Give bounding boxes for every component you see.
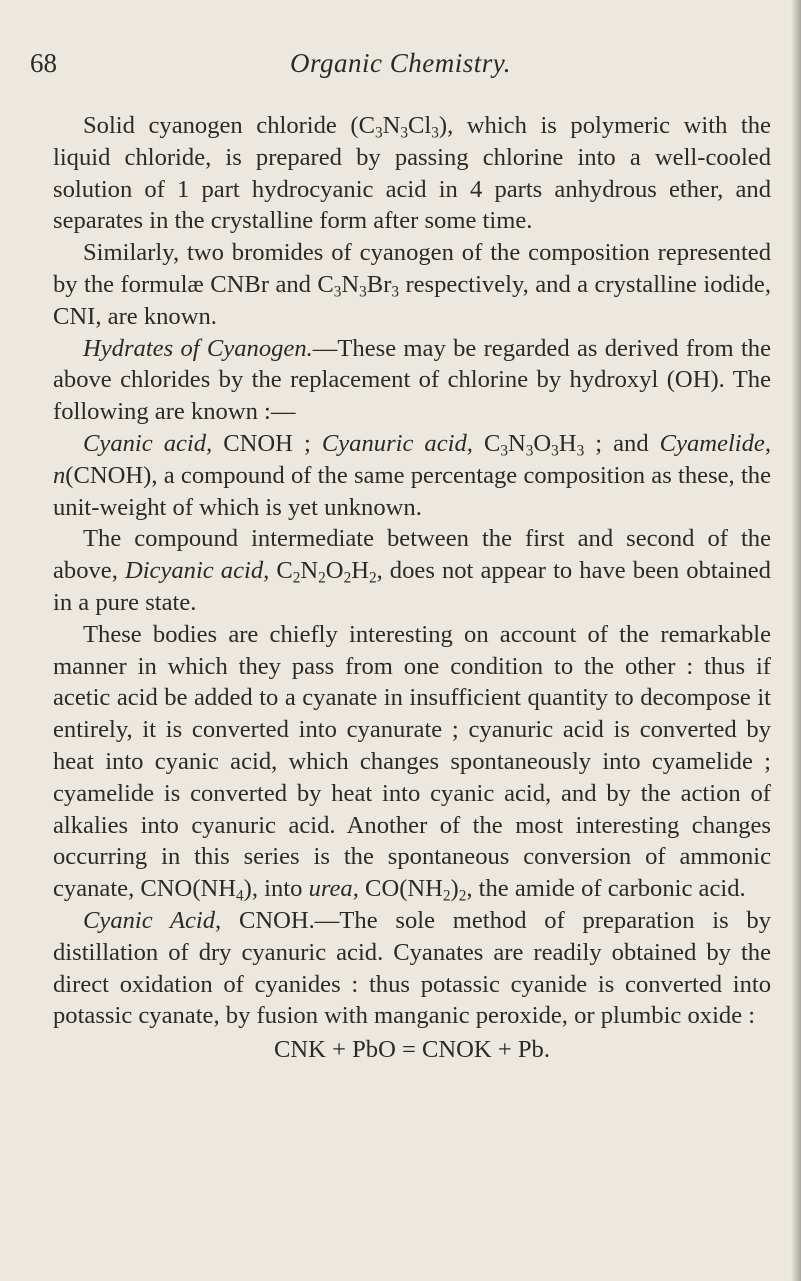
paragraph-known-hydrates xyxy=(53,428,771,523)
subscript: 2 xyxy=(343,569,352,587)
italic-term: Cyamelide, xyxy=(659,429,771,457)
italic-term: urea, xyxy=(308,875,359,903)
subscript: 3 xyxy=(551,442,559,460)
paragraph-cyanogen-chloride xyxy=(53,110,771,237)
subscript: 3 xyxy=(375,124,383,142)
text: Solid cyanogen chloride (C xyxy=(83,112,375,139)
text: N xyxy=(508,429,526,457)
italic-term: Dicyanic acid, xyxy=(124,557,270,585)
text: Br xyxy=(366,270,392,298)
subscript: 2 xyxy=(318,569,326,587)
chemical-equation: CNK + PbO = CNOK + Pb. xyxy=(274,1036,550,1064)
text: CO(NH xyxy=(358,875,443,903)
subscript: 2 xyxy=(292,569,301,587)
text: (CNOH), a compound of the same percentage composition as these, the unit-weight of which is yet unknown. xyxy=(53,461,771,521)
text: These bodies are chiefly interesting on account of the remarkable manner in which they pass from one condition to the other : thus if acetic acid be added to a cyanate in insufficient quantity to decompose it entirely, it is converted into cyanurate ; cyanuric acid is converted by heat into cyanic acid, which changes spontaneously into cyamelide ; cyamelide is converted by heat into cyanic acid, and by the action of alkalies into cyanuric acid. Another of the most interesting changes occurring in this series is the spontaneous conversion of ammonic cyanate, CNO(NH xyxy=(53,620,771,903)
subscript: 2 xyxy=(458,887,467,905)
text: respectively, and a crystalline iodide, CNI, are known. xyxy=(53,270,771,330)
text: Similarly, two bromides of cyanogen of the composition represented by the formulæ CNBr and C xyxy=(53,239,771,298)
text: ; and xyxy=(584,429,660,457)
text: ) xyxy=(450,875,459,903)
paragraph-hydrates xyxy=(53,333,771,428)
paragraph-conversions xyxy=(53,619,771,905)
italic-term: Cyanic acid, xyxy=(83,429,213,457)
text: O xyxy=(325,557,344,585)
text: N xyxy=(341,270,360,298)
page-edge-shadow xyxy=(791,0,801,1281)
italic-term: Cyanuric acid, xyxy=(321,429,473,457)
subscript: 3 xyxy=(431,124,439,142)
text: —These may be regarded as derived from the above chlorides by the replacement of chlorine by hydroxyl (OH). The following are known :— xyxy=(53,334,771,426)
text: H xyxy=(351,557,369,585)
subscript: 3 xyxy=(500,442,509,460)
paragraph-dicyanic-acid xyxy=(53,523,771,618)
body-text xyxy=(53,110,771,1066)
page-header xyxy=(30,48,770,88)
subscript: 3 xyxy=(359,283,367,301)
running-title: Organic Chemistry. xyxy=(290,48,511,78)
subscript: 3 xyxy=(576,442,585,460)
text: The compound intermediate between the first and second of the above, xyxy=(53,525,771,585)
subscript: 3 xyxy=(391,283,400,301)
subscript: 3 xyxy=(400,124,409,142)
subscript: 3 xyxy=(525,442,534,460)
text: ), which is polymeric with the liquid chloride, is prepared by passing chlorine into a well-cooled solution of 1 part hydrocyanic acid in 4 parts anhydrous ether, and separates in the crystalline form after some time. xyxy=(53,112,771,235)
italic-term: n xyxy=(53,461,66,489)
text: N xyxy=(300,557,319,585)
text: CNOH ; xyxy=(212,429,322,457)
paragraph-cyanic-acid xyxy=(53,905,771,1032)
subscript: 4 xyxy=(236,887,244,905)
text: O xyxy=(533,429,552,457)
subscript: 3 xyxy=(333,283,342,301)
text: Cl xyxy=(408,112,432,139)
paragraph-bromides xyxy=(53,237,771,332)
text: , does not appear to have been obtained in a pure state. xyxy=(53,557,771,616)
section-heading: Hydrates of Cyanogen. xyxy=(83,334,313,362)
text: N xyxy=(382,112,401,139)
text: ), into xyxy=(243,875,309,903)
subscript: 2 xyxy=(442,887,451,905)
text: C xyxy=(269,557,293,585)
text: H xyxy=(558,429,577,457)
text: CNOH.—The sole method of preparation is by distillation of dry cyanuric acid. Cyanates are readily obtained by the direct oxidation of cyanides : thus potassic cyanide is converted into potassic cyanate, by fusion with manganic peroxide, or plumbic oxide : xyxy=(53,906,771,1030)
section-heading: Cyanic Acid, xyxy=(83,906,222,934)
page-number: 68 xyxy=(30,48,57,78)
text: , the amide of carbonic acid. xyxy=(466,875,746,903)
subscript: 2 xyxy=(368,569,377,587)
text: C xyxy=(472,429,501,457)
